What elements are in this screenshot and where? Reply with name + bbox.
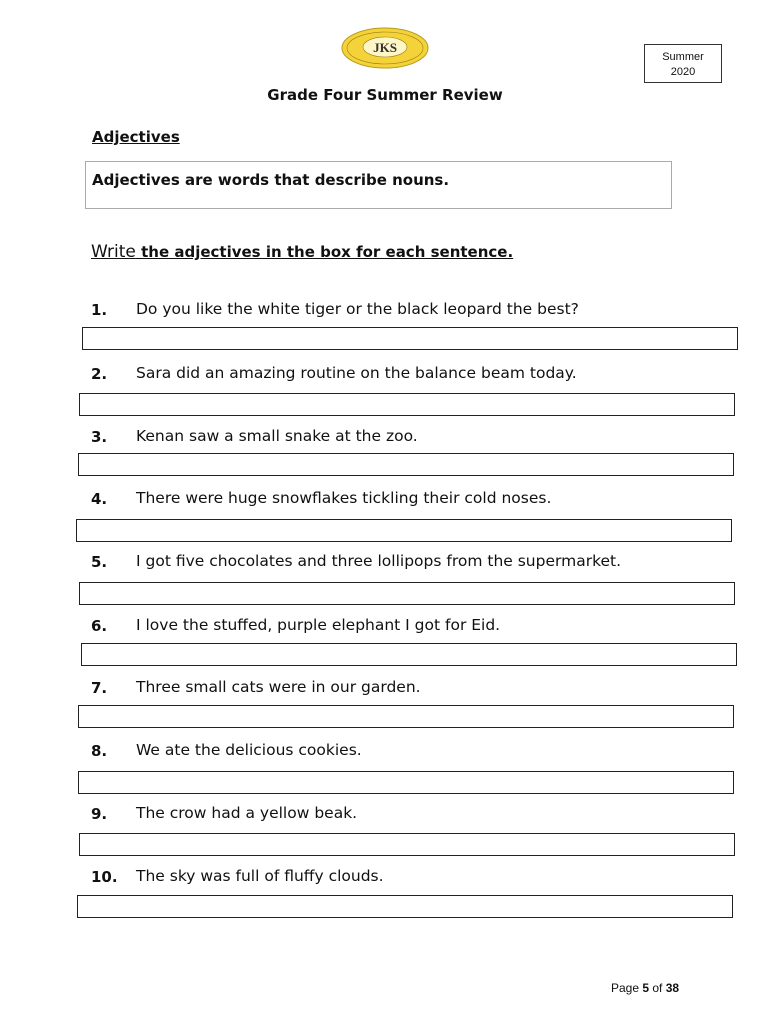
question-text: Kenan saw a small snake at the zoo.	[136, 427, 418, 445]
term-season: Summer	[662, 51, 704, 63]
school-logo-icon	[340, 26, 430, 70]
instructions-rest: the adjectives in the box for each sentence.	[135, 243, 514, 261]
answer-box[interactable]	[76, 519, 732, 542]
definition-text: Adjectives are words that describe nouns.	[92, 171, 450, 189]
question-text: Sara did an amazing routine on the balance beam today.	[136, 364, 577, 382]
question-text: There were huge snowflakes tickling their cold noses.	[136, 489, 552, 507]
question-number: 1.	[91, 301, 108, 319]
footer-page: 5	[642, 981, 650, 995]
page-footer	[611, 981, 679, 995]
answer-box[interactable]	[77, 895, 733, 918]
answer-box[interactable]	[79, 582, 735, 605]
question-text: Do you like the white tiger or the black leopard the best?	[136, 300, 579, 318]
question-number: 7.	[91, 679, 108, 697]
question-number: 8.	[91, 742, 108, 760]
question-text: The sky was full of fluffy clouds.	[136, 867, 384, 885]
question-number: 9.	[91, 805, 108, 823]
question-text: We ate the delicious cookies.	[136, 741, 362, 759]
answer-box[interactable]	[78, 771, 734, 794]
question-text: The crow had a yellow beak.	[136, 804, 358, 822]
term-badge	[644, 44, 722, 83]
question-text: I love the stuffed, purple elephant I got for Eid.	[136, 616, 501, 634]
question-text: I got five chocolates and three lollipops from the supermarket.	[136, 552, 622, 570]
question-number: 3.	[91, 428, 108, 446]
answer-box[interactable]	[79, 833, 735, 856]
term-year: 2020	[670, 66, 696, 78]
question-text: Three small cats were in our garden.	[136, 678, 421, 696]
question-number: 6.	[91, 617, 108, 635]
footer-total: 38	[665, 981, 680, 995]
footer-sep: of	[649, 981, 666, 995]
answer-box[interactable]	[82, 327, 738, 350]
question-number: 10.	[91, 868, 118, 886]
page-title: Grade Four Summer Review	[267, 86, 503, 104]
answer-box[interactable]	[78, 705, 734, 728]
question-number: 2.	[91, 365, 108, 383]
answer-box[interactable]	[78, 453, 734, 476]
question-number: 4.	[91, 490, 108, 508]
answer-box[interactable]	[81, 643, 737, 666]
instructions-lead: Write	[91, 242, 136, 262]
section-heading: Adjectives	[92, 128, 180, 146]
instructions	[91, 242, 513, 262]
question-number: 5.	[91, 553, 108, 571]
footer-prefix: Page	[611, 981, 643, 995]
answer-box[interactable]	[79, 393, 735, 416]
logo-text: JKS	[373, 40, 397, 55]
